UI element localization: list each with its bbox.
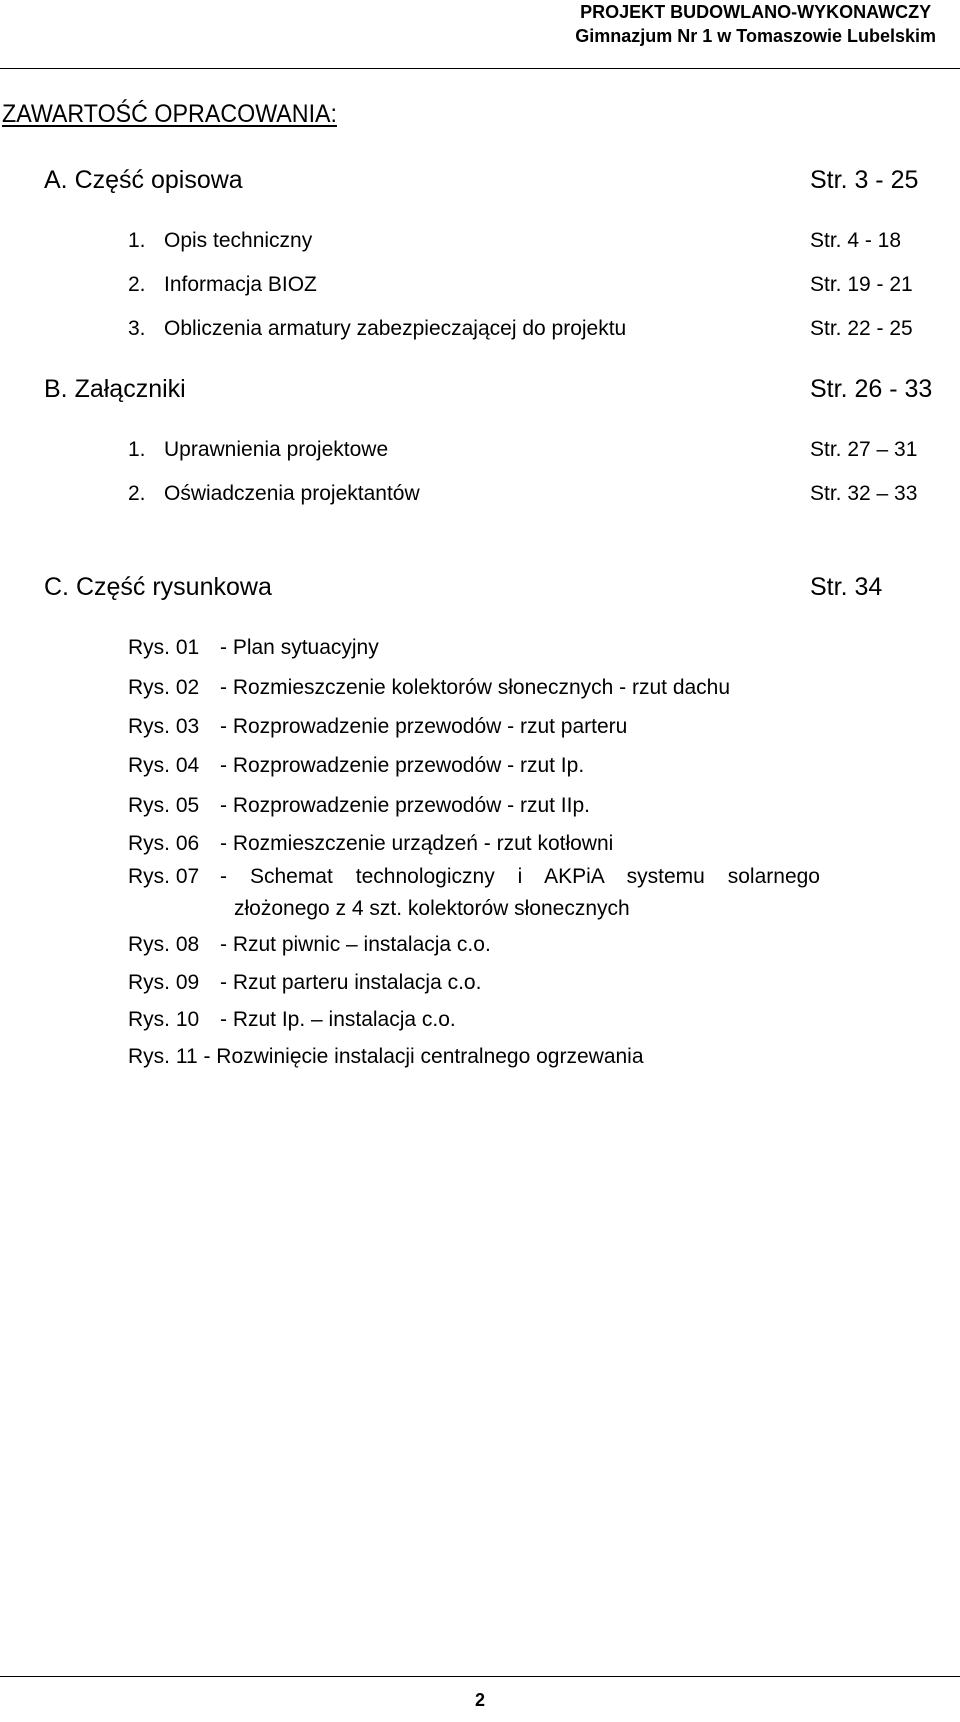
- item-number: 2.: [128, 273, 146, 296]
- section-b-item-2: [128, 482, 928, 512]
- header-divider: [0, 68, 960, 69]
- section-c-label: C. Część rysunkowa: [44, 573, 272, 601]
- drawing-description: - Rozprowadzenie przewodów - rzut parteru: [220, 715, 628, 738]
- item-name: Informacja BIOZ: [164, 273, 317, 296]
- page-number-text: 2: [474, 1690, 485, 1710]
- footer-divider: [0, 1676, 960, 1677]
- section-a-label: A. Część opisowa: [44, 166, 243, 194]
- drawing-code: Rys. 05: [128, 794, 200, 817]
- drawing-description: - Plan sytuacyjny: [220, 636, 379, 659]
- drawing-description: - Rozprowadzenie przewodów - rzut IIp.: [220, 794, 590, 817]
- item-pages: Str. 22 - 25: [810, 317, 913, 340]
- item-pages: Str. 27 – 31: [810, 438, 918, 461]
- drawing-code: Rys. 01: [128, 636, 200, 659]
- header-project-type: PROJEKT BUDOWLANO-WYKONAWCZY: [580, 2, 932, 22]
- section-b-pages: Str. 26 - 33: [810, 375, 933, 403]
- section-a-item-1: [128, 229, 928, 259]
- section-c-pages: Str. 34: [810, 573, 883, 601]
- drawing-description-line-2: złożonego z 4 szt. kolektorów słonecznych: [234, 897, 630, 920]
- drawing-code: Rys. 06: [128, 832, 200, 855]
- item-number: 2.: [128, 482, 146, 505]
- item-name: Uprawnienia projektowe: [164, 438, 389, 461]
- drawing-description-line-1: - Schemat technologiczny i AKPiA systemu solarnego: [220, 865, 820, 888]
- item-pages: Str. 4 - 18: [810, 229, 902, 252]
- drawing-code: Rys. 10: [128, 1008, 200, 1031]
- section-a-item-3: [128, 317, 928, 347]
- drawing-entry-text: Rys. 11 - Rozwinięcie instalacji centralnego ogrzewania: [128, 1045, 644, 1068]
- section-a: [44, 166, 924, 200]
- drawing-description: - Rozmieszczenie urządzeń - rzut kotłowni: [220, 832, 614, 855]
- item-number: 1.: [128, 229, 146, 252]
- drawing-code: Rys. 02: [128, 676, 200, 699]
- section-a-pages: Str. 3 - 25: [810, 166, 919, 194]
- drawing-description: - Rzut piwnic – instalacja c.o.: [220, 933, 491, 956]
- item-pages: Str. 19 - 21: [810, 273, 913, 296]
- document-header: [575, 0, 936, 48]
- header-project-name: Gimnazjum Nr 1 w Tomaszowie Lubelskim: [575, 26, 936, 46]
- item-number: 3.: [128, 317, 146, 340]
- item-name: Opis techniczny: [164, 229, 313, 252]
- page-number: [0, 1690, 960, 1711]
- drawing-description: [220, 861, 820, 925]
- section-a-item-2: [128, 273, 928, 303]
- drawing-description: - Rzut Ip. – instalacja c.o.: [220, 1008, 456, 1031]
- item-pages: Str. 32 – 33: [810, 482, 918, 505]
- drawing-code: Rys. 09: [128, 971, 200, 994]
- section-b: [44, 375, 933, 409]
- item-name: Oświadczenia projektantów: [164, 482, 420, 505]
- contents-title: ZAWARTOŚĆ OPRACOWANIA:: [2, 100, 338, 128]
- item-name: Obliczenia armatury zabezpieczającej do projektu: [164, 317, 627, 340]
- drawing-description: - Rozmieszczenie kolektorów słonecznych - rzut dachu: [220, 676, 731, 699]
- item-number: 1.: [128, 438, 146, 461]
- drawing-description: - Rzut parteru instalacja c.o.: [220, 971, 482, 994]
- drawing-code: Rys. 03: [128, 715, 200, 738]
- section-c: [44, 573, 924, 607]
- drawing-description: - Rozprowadzenie przewodów - rzut Ip.: [220, 754, 585, 777]
- drawing-code: Rys. 04: [128, 754, 200, 777]
- section-b-label: B. Załączniki: [44, 375, 186, 403]
- drawing-code: Rys. 08: [128, 933, 200, 956]
- drawing-code: Rys. 07: [128, 865, 200, 888]
- section-b-item-1: [128, 438, 928, 468]
